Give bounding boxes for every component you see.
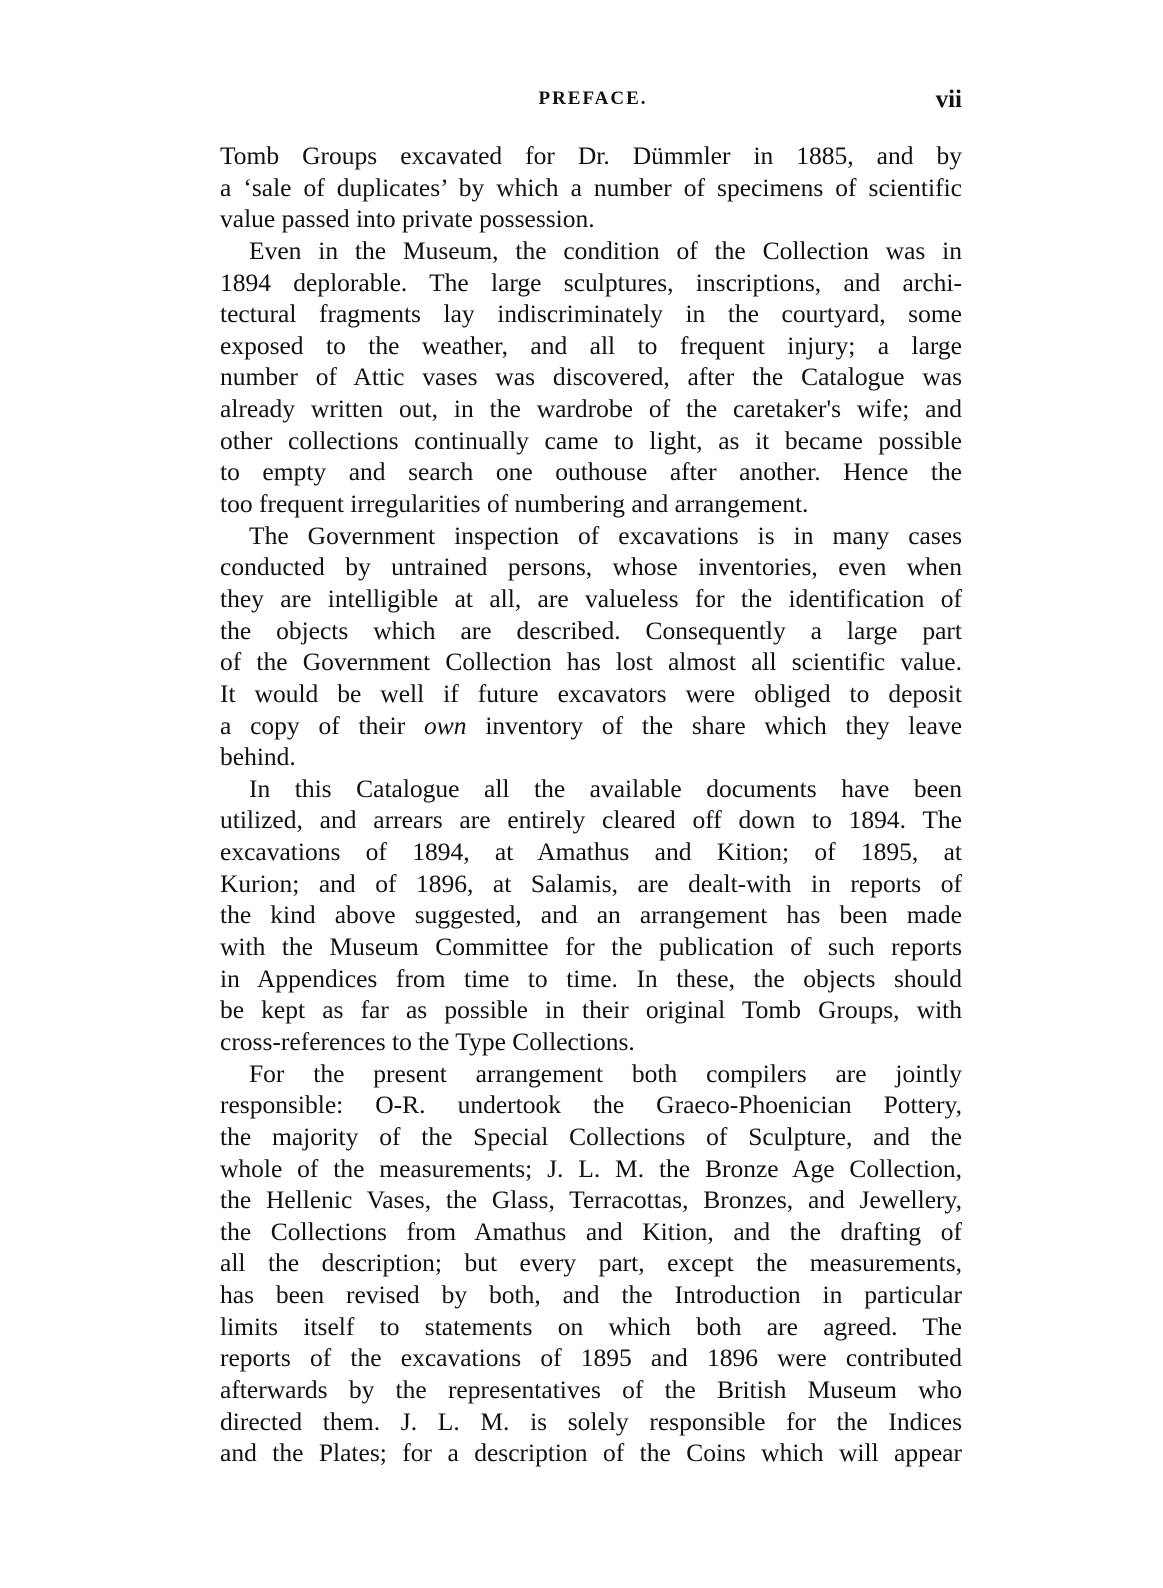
paragraph [220, 235, 962, 520]
text-line: exposed to the weather, and all to frequent injury; a large [220, 330, 962, 360]
text-line: 1894 deplorable. The large sculptures, inscriptions, and archi- [220, 267, 962, 297]
page-number: vii [935, 86, 962, 113]
text-line: other collections continually came to light, as it became possible [220, 425, 962, 455]
text-line: limits itself to statements on which both are agreed. The [220, 1311, 962, 1341]
text-line: to empty and search one outhouse after another. Hence the [220, 457, 962, 487]
text-line: all the description; but every part, except the measurements, [220, 1248, 962, 1278]
text-line: excavations of 1894, at Amathus and Kition; of 1895, at [220, 837, 962, 867]
paragraph [220, 520, 962, 773]
text-line: In this Catalogue all the available documents have been [249, 773, 962, 803]
body-text [220, 140, 962, 1469]
text-line: and the Plates; for a description of the Coins which will appear [220, 1438, 962, 1468]
running-head [222, 88, 964, 118]
paragraph [220, 773, 962, 1058]
text-line: a ‘sale of duplicates’ by which a number of specimens of scientific [220, 172, 962, 202]
text-line: responsible: O-R. undertook the Graeco-Phoenician Pottery, [220, 1090, 962, 1120]
text-line: conducted by untrained persons, whose inventories, even when [220, 552, 962, 582]
text-segment: a copy of their [220, 710, 406, 740]
text-line: with the Museum Committee for the publication of such reports [220, 932, 962, 962]
text-line: afterwards by the representatives of the British Museum who [220, 1374, 962, 1404]
text-line: reports of the excavations of 1895 and 1896 were contributed [220, 1343, 962, 1373]
text-line: directed them. J. L. M. is solely responsible for the Indices [220, 1406, 962, 1436]
text-line: the kind above suggested, and an arrangement has been made [220, 900, 962, 930]
text-line: whole of the measurements; J. L. M. the Bronze Age Collection, [220, 1153, 962, 1183]
text-line: Kurion; and of 1896, at Salamis, are dealt-with in reports of [220, 868, 962, 898]
text-line: the majority of the Special Collections of Sculpture, and the [220, 1121, 962, 1151]
text-line: be kept as far as possible in their original Tomb Groups, with [220, 995, 962, 1025]
text-line: value passed into private possession. [220, 204, 595, 234]
italic-text: own [424, 710, 467, 740]
paragraph-continuation [220, 140, 962, 235]
text-segment: inventory of the share which they leave [485, 710, 963, 740]
text-line: the Collections from Amathus and Kition, and the drafting of [220, 1216, 962, 1246]
text-line: behind. [220, 742, 296, 772]
running-head-title: PREFACE. [538, 88, 648, 109]
text-line: For the present arrangement both compilers are jointly [249, 1058, 962, 1088]
text-line-mixed [220, 710, 962, 742]
text-line: too frequent irregularities of numbering and arrangement. [220, 489, 809, 519]
text-line: utilized, and arrears are entirely cleared off down to 1894. The [220, 805, 962, 835]
text-line: cross-references to the Type Collections. [220, 1026, 635, 1056]
text-line: already written out, in the wardrobe of the caretaker's wife; and [220, 394, 962, 424]
paragraph [220, 1058, 962, 1469]
text-line: Even in the Museum, the condition of the Collection was in [249, 235, 962, 265]
text-line: the Hellenic Vases, the Glass, Terracottas, Bronzes, and Jewellery, [220, 1185, 962, 1215]
text-line: in Appendices from time to time. In these, the objects should [220, 963, 962, 993]
text-line: number of Attic vases was discovered, after the Catalogue was [220, 362, 962, 392]
text-line: Tomb Groups excavated for Dr. Dümmler in 1885, and by [220, 141, 962, 170]
text-line: the objects which are described. Consequently a large part [220, 615, 962, 645]
text-line: The Government inspection of excavations is in many cases [249, 520, 962, 550]
text-line: of the Government Collection has lost almost all scientific value. [220, 647, 962, 677]
text-line: they are intelligible at all, are valueless for the identification of [220, 583, 962, 613]
text-line: has been revised by both, and the Introduction in particular [220, 1280, 962, 1310]
text-line: tectural fragments lay indiscriminately in the courtyard, some [220, 299, 962, 329]
text-line: It would be well if future excavators were obliged to deposit [220, 678, 962, 708]
